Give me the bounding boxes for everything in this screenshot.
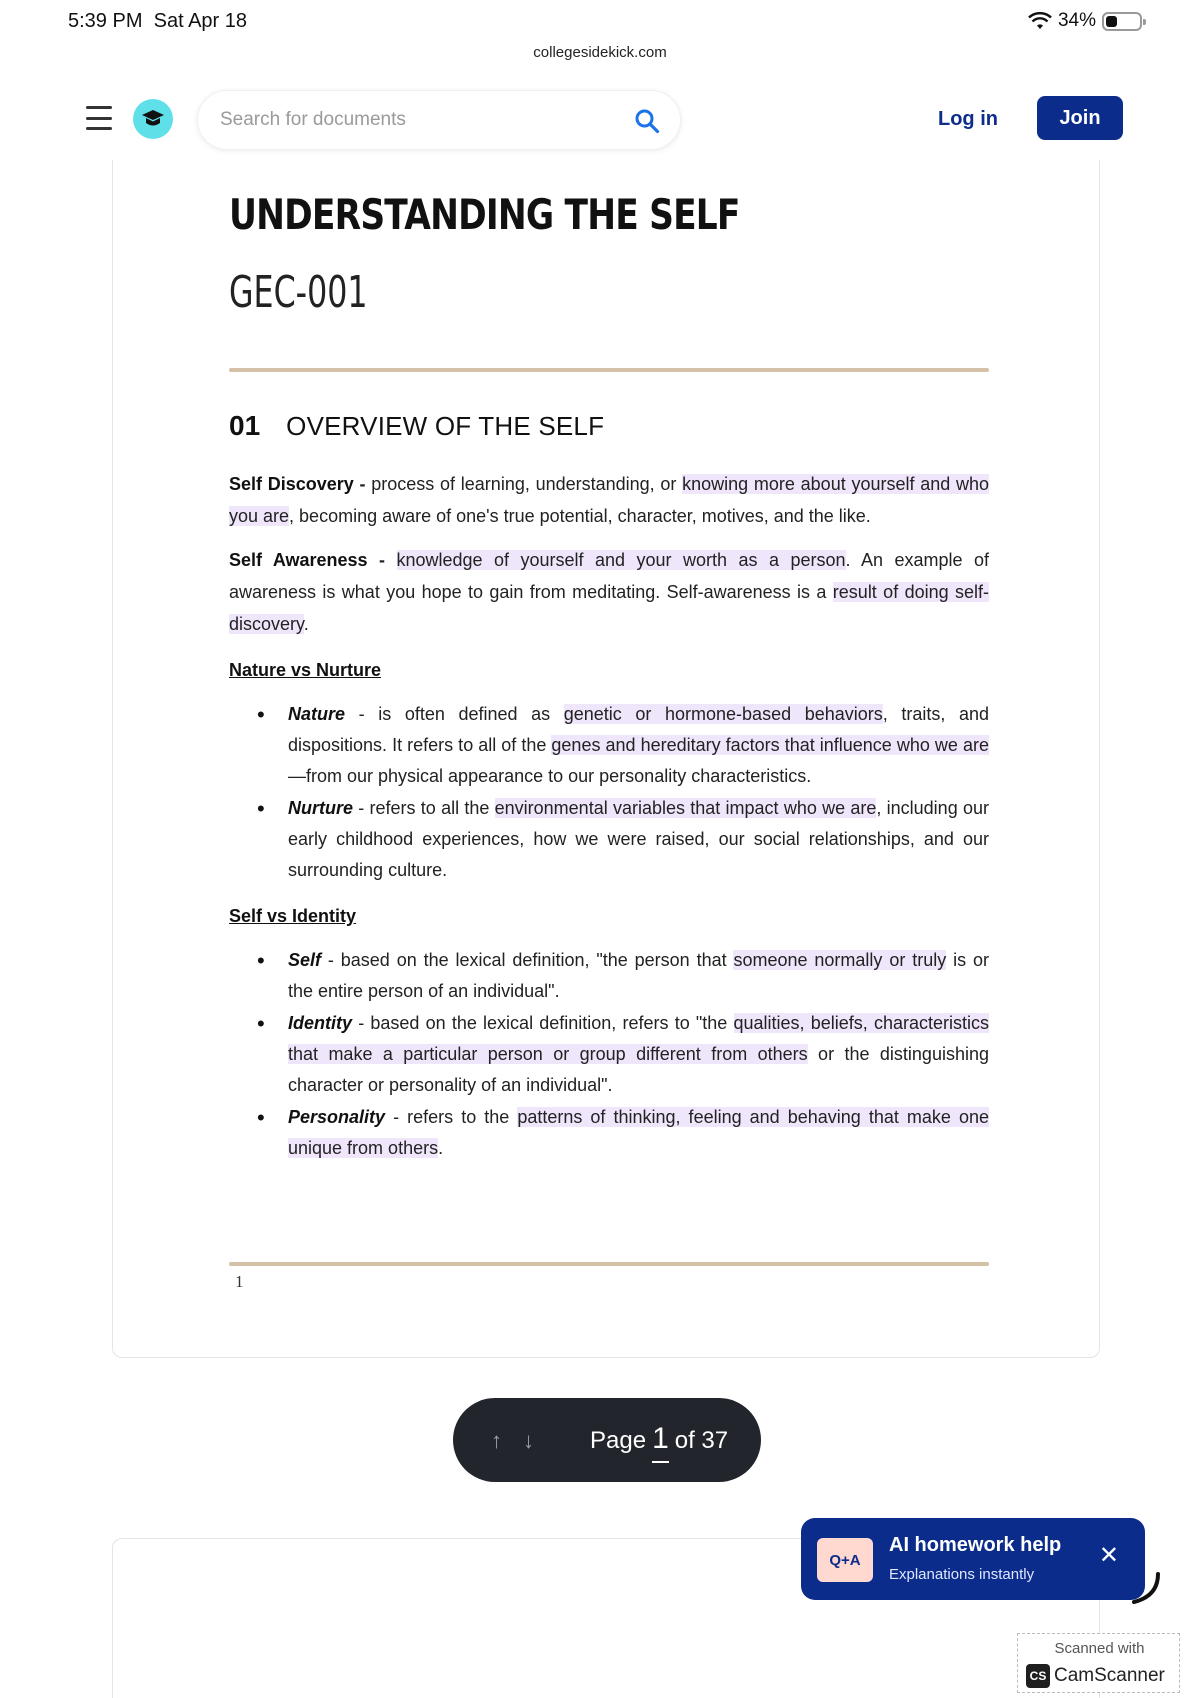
battery-icon bbox=[1102, 12, 1142, 31]
status-indicators bbox=[1028, 10, 1142, 32]
self-discovery-paragraph bbox=[229, 468, 989, 532]
next-page-arrow-icon[interactable]: ↓ bbox=[523, 1428, 534, 1453]
ai-help-title: AI homework help bbox=[889, 1534, 1062, 1556]
list-item bbox=[229, 699, 989, 792]
swoosh-decoration-icon bbox=[1128, 1570, 1164, 1606]
highlighted-text: someone normally or truly bbox=[733, 950, 947, 970]
list-item bbox=[229, 945, 989, 1007]
document-content bbox=[229, 190, 989, 1165]
text-run: . An example of awareness is what you hope to gain from meditating. Self-awareness is a bbox=[229, 550, 990, 602]
text-run: or the distinguishing character or personality of an individual". bbox=[288, 1044, 989, 1095]
wifi-icon bbox=[1028, 12, 1052, 30]
term-separator: - bbox=[353, 474, 372, 494]
status-time bbox=[68, 10, 247, 33]
footer-divider bbox=[229, 1262, 989, 1266]
page-indicator[interactable] bbox=[590, 1422, 728, 1456]
text-run: - refers to the bbox=[385, 1107, 518, 1127]
site-header bbox=[0, 86, 1200, 154]
self-vs-identity-heading: Self vs Identity bbox=[229, 906, 357, 926]
text-run: - based on the lexical definition, "the person that bbox=[321, 950, 734, 970]
hamburger-menu-icon[interactable] bbox=[86, 106, 112, 130]
term-label: Identity bbox=[288, 1013, 353, 1033]
divider bbox=[229, 368, 989, 372]
search-input[interactable] bbox=[220, 91, 620, 149]
term-label: Self Awareness bbox=[229, 550, 368, 570]
search-icon[interactable] bbox=[634, 108, 660, 134]
watermark-caption: Scanned with bbox=[1054, 1640, 1145, 1657]
text-run: —from our physical appearance to our personality characteristics. bbox=[288, 766, 812, 786]
section-title: OVERVIEW OF THE SELF bbox=[286, 411, 605, 441]
list-item bbox=[229, 793, 989, 886]
text-run: . bbox=[438, 1138, 444, 1158]
page-navigator bbox=[453, 1398, 761, 1482]
close-icon[interactable]: ✕ bbox=[1098, 1542, 1119, 1569]
term-label: Personality bbox=[288, 1107, 386, 1127]
nature-nurture-list bbox=[229, 699, 989, 886]
site-logo[interactable] bbox=[133, 99, 173, 139]
highlighted-text: genetic or hormone-based behaviors bbox=[563, 704, 883, 724]
text-run: process of learning, understanding, or bbox=[371, 474, 683, 494]
battery-percent: 34% bbox=[1057, 10, 1096, 31]
text-run: - refers to all the bbox=[353, 798, 495, 818]
section-heading bbox=[229, 410, 989, 442]
text-run: , traits, and dispositions. It refers to all of the bbox=[288, 704, 989, 755]
term-label: Self bbox=[288, 950, 322, 970]
date: Sat Apr 18 bbox=[153, 10, 248, 32]
graduation-cap-icon bbox=[141, 108, 165, 130]
page-number: 1 bbox=[235, 1272, 244, 1291]
text-run: - is often defined as bbox=[345, 704, 564, 724]
document-page bbox=[112, 160, 1100, 1358]
term-label: Self Discovery bbox=[229, 474, 354, 494]
highlighted-text: environmental variables that impact who we are bbox=[494, 798, 877, 818]
camscanner-watermark bbox=[1017, 1633, 1180, 1693]
nature-vs-nurture-heading: Nature vs Nurture bbox=[229, 660, 382, 680]
search-bar bbox=[197, 90, 681, 150]
text-run: - based on the lexical definition, refers to "the bbox=[352, 1013, 734, 1033]
camscanner-logo-icon: CS bbox=[1026, 1664, 1050, 1688]
text-run: , including our early childhood experiences, how we were raised, our social relationships, and our surrounding culture. bbox=[288, 798, 989, 880]
page-label: Page bbox=[590, 1427, 647, 1454]
qa-icon: Q+A bbox=[817, 1538, 873, 1582]
section-number: 01 bbox=[229, 410, 261, 441]
text-run: . bbox=[303, 614, 309, 634]
course-code: GEC-001 bbox=[229, 267, 368, 318]
battery-level bbox=[1106, 16, 1117, 27]
clock: 5:39 PM bbox=[68, 10, 143, 32]
highlighted-text: genes and hereditary factors that influence who we are bbox=[551, 735, 989, 755]
watermark-brand: CamScanner bbox=[1054, 1665, 1165, 1686]
previous-page-arrow-icon[interactable]: ↑ bbox=[491, 1428, 502, 1453]
highlighted-text: qualities, beliefs, characteristics that make a particular person or group different from others bbox=[288, 1013, 990, 1064]
url-bar[interactable]: collegesidekick.com bbox=[533, 44, 667, 61]
highlighted-text: patterns of thinking, feeling and behaving that make one unique from others bbox=[288, 1107, 990, 1158]
highlighted-text: knowledge of yourself and your worth as a person bbox=[396, 550, 846, 570]
term-label: Nature bbox=[288, 704, 346, 724]
list-item bbox=[229, 1102, 989, 1164]
self-awareness-paragraph bbox=[229, 544, 989, 640]
ai-homework-help-banner[interactable] bbox=[801, 1518, 1145, 1600]
text-run: is or the entire person of an individual". bbox=[288, 950, 989, 1001]
text-run: , becoming aware of one's true potential, character, motives, and the like. bbox=[289, 506, 871, 526]
term-separator: - bbox=[367, 550, 397, 570]
status-bar bbox=[0, 0, 1200, 44]
current-page-input[interactable]: 1 bbox=[646, 1422, 675, 1455]
login-link[interactable]: Log in bbox=[938, 108, 998, 130]
page-total: of 37 bbox=[674, 1427, 729, 1454]
term-label: Nurture bbox=[288, 798, 354, 818]
ai-help-subtitle: Explanations instantly bbox=[889, 1566, 1035, 1583]
document-title: UNDERSTANDING THE SELF bbox=[229, 190, 740, 239]
highlighted-text: result of doing self-discovery bbox=[229, 582, 989, 634]
self-identity-list bbox=[229, 945, 989, 1164]
highlighted-text: knowing more about yourself and who you are bbox=[229, 474, 989, 526]
list-item bbox=[229, 1008, 989, 1101]
join-button[interactable]: Join bbox=[1037, 96, 1123, 140]
